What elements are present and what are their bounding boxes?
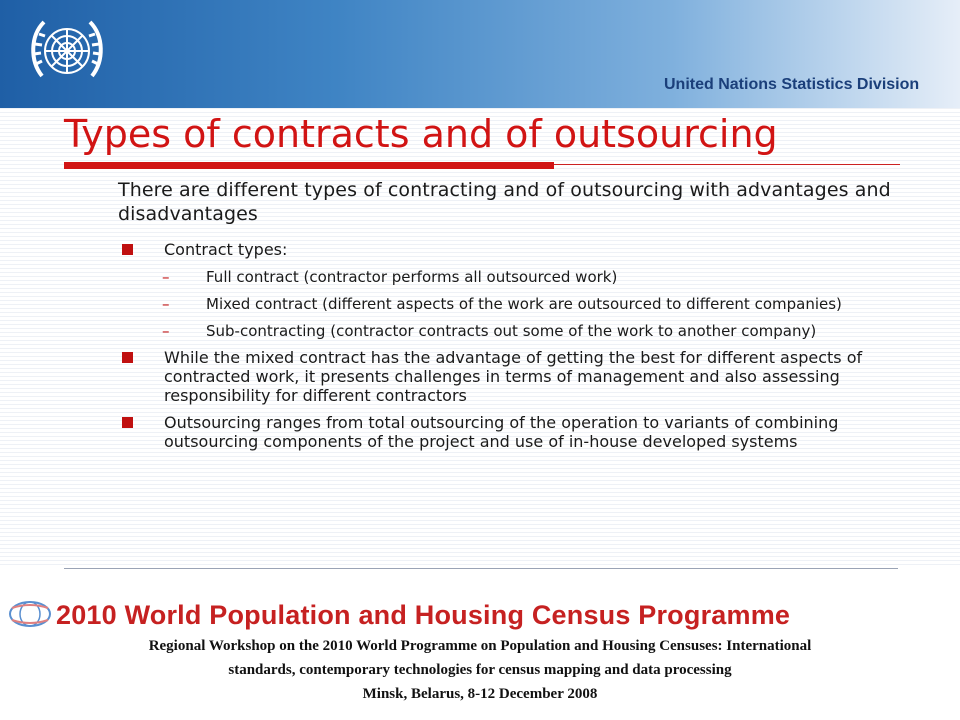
square-bullet-icon (122, 417, 133, 428)
bullet-text: Outsourcing ranges from total outsourcing of the operation to variants of combining outsourcing components of the project and use of in-house developed systems (164, 413, 839, 451)
footer-divider (64, 568, 898, 569)
bullet-item (118, 348, 918, 405)
workshop-info (0, 634, 960, 706)
sub-bullet-text: Full contract (contractor performs all outsourced work) (206, 268, 618, 286)
dash-bullet-icon: – (162, 322, 170, 340)
bullet-item (118, 240, 918, 259)
title-underline-thin (554, 164, 900, 165)
slide-content (118, 178, 918, 459)
title-underline-thick (64, 162, 554, 169)
sub-bullet-item (118, 321, 918, 342)
header-band (0, 0, 960, 108)
census-globe-icon (8, 598, 52, 630)
dash-bullet-icon: – (162, 295, 170, 313)
dash-bullet-icon: – (162, 268, 170, 286)
bullet-text: Contract types: (164, 240, 288, 259)
workshop-line-3: Minsk, Belarus, 8-12 December 2008 (362, 686, 598, 702)
census-banner (8, 596, 904, 634)
org-name: United Nations Statistics Division (664, 76, 920, 93)
intro-text: There are different types of contracting and of outsourcing with advantages and disadvantages (118, 179, 891, 225)
sub-bullet-item (118, 294, 918, 315)
workshop-line-2: standards, contemporary technologies for census mapping and data processing (228, 662, 732, 678)
sub-bullet-text: Mixed contract (different aspects of the work are outsourced to different companies) (206, 295, 842, 313)
sub-bullet-item (118, 267, 918, 288)
workshop-line-1: Regional Workshop on the 2010 World Programme on Population and Housing Censuses: International (148, 638, 812, 654)
sub-bullet-text: Sub-contracting (contractor contracts out some of the work to another company) (206, 322, 817, 340)
slide-title: Types of contracts and of outsourcing (64, 112, 778, 156)
square-bullet-icon (122, 352, 133, 363)
bullet-text: While the mixed contract has the advantage of getting the best for different aspects of contracted work, it presents challenges in terms of management and also assessing responsibility for different contractors (164, 348, 863, 405)
bullet-item (118, 413, 918, 451)
un-emblem-icon (22, 6, 112, 96)
square-bullet-icon (122, 244, 133, 255)
census-banner-text: 2010 World Population and Housing Census Programme (56, 600, 791, 630)
